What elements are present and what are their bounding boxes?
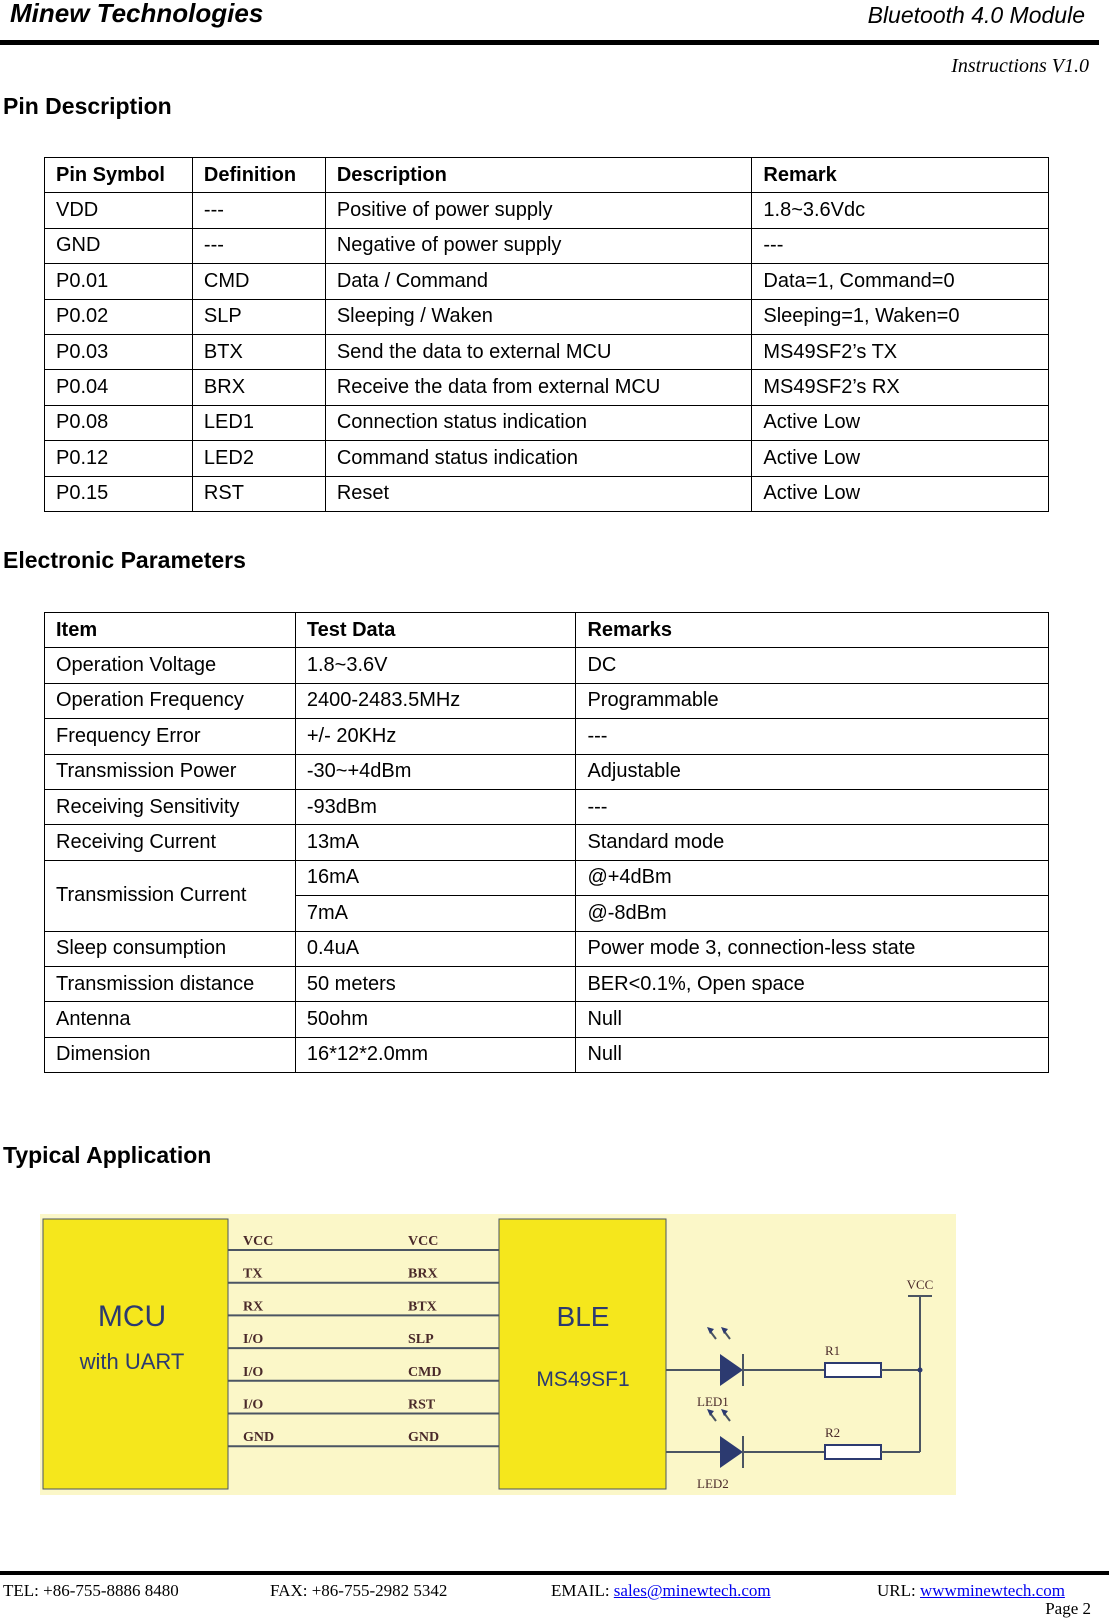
column-header: Item xyxy=(45,613,296,648)
column-header: Remark xyxy=(752,158,1049,193)
footer-email xyxy=(551,1581,771,1601)
table-row xyxy=(45,370,1049,405)
footer-tel: TEL: +86-755-8886 8480 xyxy=(3,1581,179,1600)
param-remarks-cell: Standard mode xyxy=(576,825,1049,860)
company-name: Minew Technologies xyxy=(10,0,264,28)
table-row xyxy=(45,1037,1049,1072)
param-test-data-cell: 2400-2483.5MHz xyxy=(295,683,576,718)
param-remarks-cell: Adjustable xyxy=(576,754,1049,789)
table-row xyxy=(45,264,1049,299)
r1-label: R1 xyxy=(825,1343,841,1358)
param-item-cell: Receiving Sensitivity xyxy=(45,789,296,824)
ble-pin-label: GND xyxy=(408,1430,440,1446)
typical-application-diagram xyxy=(40,1214,956,1495)
pin-symbol-cell: VDD xyxy=(45,193,193,228)
email-label: EMAIL: xyxy=(551,1581,614,1600)
pin-symbol-cell: P0.08 xyxy=(45,405,193,440)
param-item-cell: Transmission Power xyxy=(45,754,296,789)
url-link[interactable]: wwwminewtech.com xyxy=(919,1581,1065,1600)
mcu-subtitle: with UART xyxy=(79,1349,185,1374)
pin-definition-cell: LED2 xyxy=(192,441,325,476)
pin-definition-cell: --- xyxy=(192,228,325,263)
pin-symbol-cell: P0.04 xyxy=(45,370,193,405)
param-test-data-cell: 0.4uA xyxy=(295,931,576,966)
pin-definition-cell: --- xyxy=(192,193,325,228)
pin-symbol-cell: P0.12 xyxy=(45,441,193,476)
pin-description-cell: Negative of power supply xyxy=(325,228,752,263)
ble-subtitle: MS49SF1 xyxy=(536,1368,630,1391)
param-remarks-cell: BER<0.1%, Open space xyxy=(576,966,1049,1001)
pin-table-header xyxy=(45,158,1049,193)
mcu-pin-label: I/O xyxy=(243,1397,264,1413)
table-row xyxy=(45,299,1049,334)
param-item-cell: Frequency Error xyxy=(45,719,296,754)
table-row xyxy=(45,966,1049,1001)
document-version: Instructions V1.0 xyxy=(951,55,1089,77)
pin-definition-cell: LED1 xyxy=(192,405,325,440)
table-row xyxy=(45,441,1049,476)
param-remarks-cell: DC xyxy=(576,648,1049,683)
pin-description-cell: Data / Command xyxy=(325,264,752,299)
pin-description-cell: Connection status indication xyxy=(325,405,752,440)
mcu-pin-label: RX xyxy=(243,1299,264,1315)
param-item-cell: Receiving Current xyxy=(45,825,296,860)
param-test-data-cell: +/- 20KHz xyxy=(295,719,576,754)
email-link[interactable]: sales@minewtech.com xyxy=(613,1581,771,1600)
r1-resistor xyxy=(825,1363,881,1377)
pin-table xyxy=(44,157,1049,512)
param-item-cell: Transmission Current xyxy=(45,860,296,931)
pin-description-cell: Receive the data from external MCU xyxy=(325,370,752,405)
pin-symbol-cell: P0.02 xyxy=(45,299,193,334)
ble-pin-label: SLP xyxy=(408,1332,434,1348)
pin-remark-cell: 1.8~3.6Vdc xyxy=(752,193,1049,228)
table-row xyxy=(45,683,1049,718)
pin-remark-cell: Active Low xyxy=(752,476,1049,511)
param-item-cell: Operation Frequency xyxy=(45,683,296,718)
electronic-table-header xyxy=(45,613,1049,648)
ble-pin-label: CMD xyxy=(408,1364,442,1380)
footer-fax: FAX: +86-755-2982 5342 xyxy=(270,1581,448,1600)
ble-block xyxy=(499,1219,666,1489)
led1-label: LED1 xyxy=(697,1394,729,1409)
ble-pin-label: BTX xyxy=(408,1299,437,1315)
pin-description-cell: Positive of power supply xyxy=(325,193,752,228)
param-item-cell: Dimension xyxy=(45,1037,296,1072)
table-row xyxy=(45,789,1049,824)
ble-pin-label: VCC xyxy=(408,1234,439,1249)
param-test-data-cell: 50 meters xyxy=(295,966,576,1001)
param-item-cell: Transmission distance xyxy=(45,966,296,1001)
param-item-cell: Operation Voltage xyxy=(45,648,296,683)
ble-pin-label: BRX xyxy=(408,1266,438,1282)
electronic-parameters-title: Electronic Parameters xyxy=(3,547,246,573)
param-remarks-cell: --- xyxy=(576,719,1049,754)
table-row xyxy=(45,476,1049,511)
r2-label: R2 xyxy=(825,1425,841,1440)
product-name: Bluetooth 4.0 Module xyxy=(867,2,1085,28)
pin-remark-cell: Data=1, Command=0 xyxy=(752,264,1049,299)
param-item-cell: Antenna xyxy=(45,1002,296,1037)
pin-remark-cell: Active Low xyxy=(752,405,1049,440)
header-rule xyxy=(0,40,1099,45)
param-test-data-cell: -93dBm xyxy=(295,789,576,824)
table-row xyxy=(45,228,1049,263)
table-row xyxy=(45,825,1049,860)
url-label: URL: xyxy=(877,1581,920,1600)
mcu-title: MCU xyxy=(97,1300,167,1333)
column-header: Definition xyxy=(192,158,325,193)
pin-remark-cell: Sleeping=1, Waken=0 xyxy=(752,299,1049,334)
table-row xyxy=(45,193,1049,228)
table-row xyxy=(45,931,1049,966)
param-remarks-cell: --- xyxy=(576,789,1049,824)
pin-description-cell: Send the data to external MCU xyxy=(325,334,752,369)
param-test-data-cell: 16mA xyxy=(295,860,576,895)
mcu-pin-label: I/O xyxy=(243,1364,264,1380)
pin-description-cell: Command status indication xyxy=(325,441,752,476)
vcc-label: VCC xyxy=(906,1277,934,1292)
pin-remark-cell: --- xyxy=(752,228,1049,263)
param-test-data-cell: 13mA xyxy=(295,825,576,860)
param-remarks-cell: Power mode 3, connection-less state xyxy=(576,931,1049,966)
column-header: Remarks xyxy=(576,613,1049,648)
footer-url xyxy=(877,1581,1065,1601)
pin-definition-cell: SLP xyxy=(192,299,325,334)
pin-definition-cell: RST xyxy=(192,476,325,511)
mcu-pin-label: VCC xyxy=(243,1234,274,1249)
led2-label: LED2 xyxy=(697,1476,729,1491)
pin-symbol-cell: GND xyxy=(45,228,193,263)
param-test-data-cell: -30~+4dBm xyxy=(295,754,576,789)
param-remarks-cell: Programmable xyxy=(576,683,1049,718)
pin-description-cell: Reset xyxy=(325,476,752,511)
table-row xyxy=(45,334,1049,369)
param-test-data-cell: 1.8~3.6V xyxy=(295,648,576,683)
param-test-data-cell: 50ohm xyxy=(295,1002,576,1037)
param-test-data-cell: 7mA xyxy=(295,896,576,931)
table-row xyxy=(45,719,1049,754)
table-row xyxy=(45,860,1049,895)
electronic-parameters-table xyxy=(44,612,1049,1073)
column-header: Pin Symbol xyxy=(45,158,193,193)
pin-description-title: Pin Description xyxy=(3,93,172,119)
table-row xyxy=(45,648,1049,683)
r2-resistor xyxy=(825,1445,881,1459)
typical-application-title: Typical Application xyxy=(3,1142,212,1168)
footer-rule xyxy=(0,1571,1109,1575)
pin-definition-cell: CMD xyxy=(192,264,325,299)
param-remarks-cell: Null xyxy=(576,1037,1049,1072)
mcu-pin-label: I/O xyxy=(243,1332,264,1348)
param-remarks-cell: @-8dBm xyxy=(576,896,1049,931)
column-header: Description xyxy=(325,158,752,193)
mcu-pin-label: TX xyxy=(243,1266,263,1282)
pin-definition-cell: BTX xyxy=(192,334,325,369)
pin-remark-cell: MS49SF2’s RX xyxy=(752,370,1049,405)
table-row xyxy=(45,1002,1049,1037)
table-row xyxy=(45,405,1049,440)
param-item-cell: Sleep consumption xyxy=(45,931,296,966)
ble-pin-label: RST xyxy=(408,1397,436,1413)
column-header: Test Data xyxy=(295,613,576,648)
param-remarks-cell: Null xyxy=(576,1002,1049,1037)
page-number: Page 2 xyxy=(1045,1599,1091,1618)
pin-definition-cell: BRX xyxy=(192,370,325,405)
pin-remark-cell: MS49SF2’s TX xyxy=(752,334,1049,369)
pin-symbol-cell: P0.01 xyxy=(45,264,193,299)
table-row xyxy=(45,754,1049,789)
mcu-pin-label: GND xyxy=(243,1430,275,1446)
pin-symbol-cell: P0.03 xyxy=(45,334,193,369)
pin-symbol-cell: P0.15 xyxy=(45,476,193,511)
param-test-data-cell: 16*12*2.0mm xyxy=(295,1037,576,1072)
param-remarks-cell: @+4dBm xyxy=(576,860,1049,895)
pin-description-cell: Sleeping / Waken xyxy=(325,299,752,334)
ble-title: BLE xyxy=(556,1301,610,1332)
pin-remark-cell: Active Low xyxy=(752,441,1049,476)
